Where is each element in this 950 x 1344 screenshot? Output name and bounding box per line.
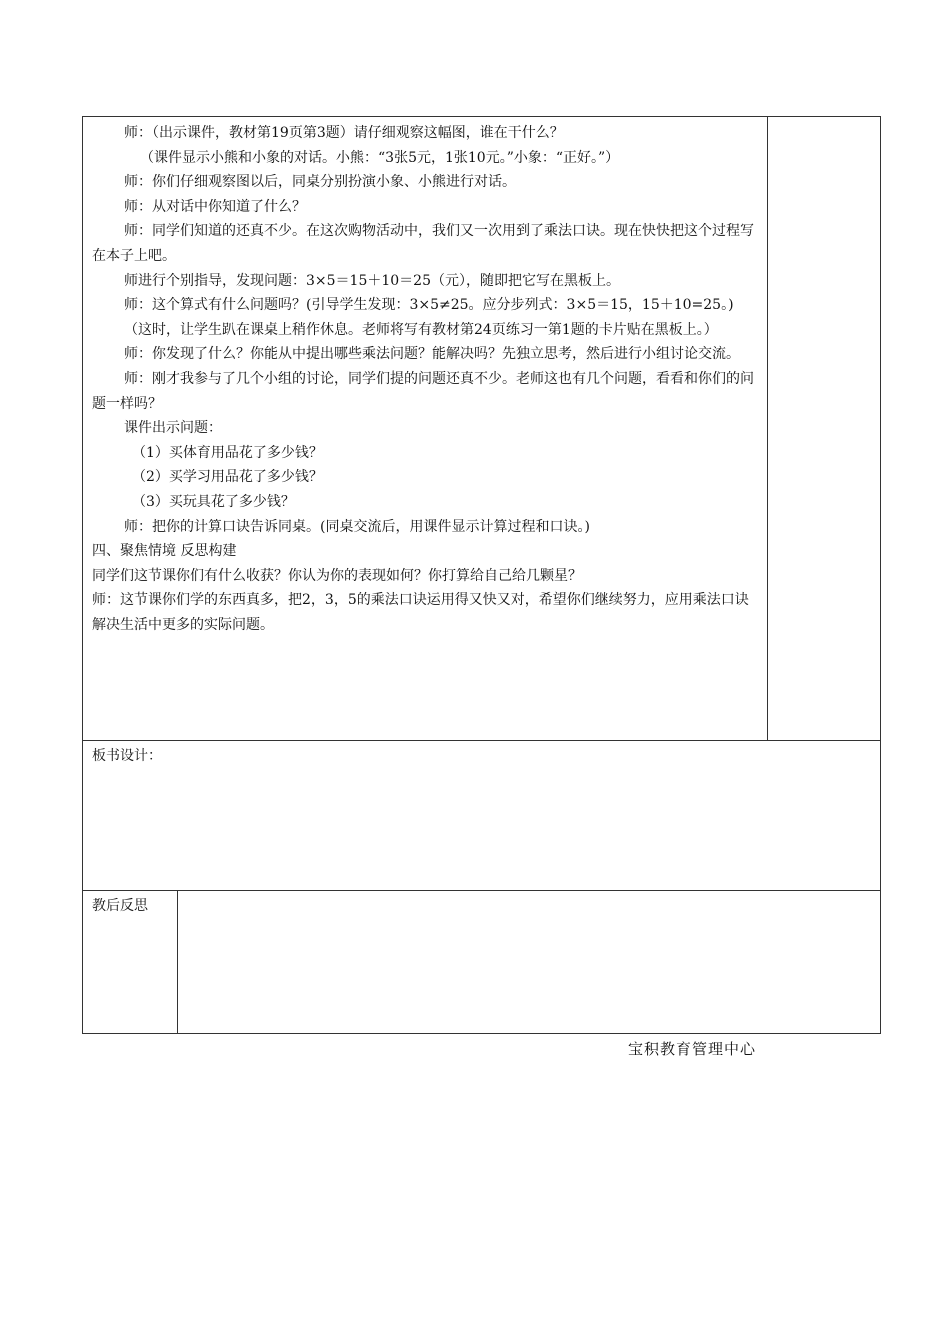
lesson-process-cell	[82, 116, 881, 741]
lesson-line: 同学们这节课你们有什么收获？你认为你的表现如何？你打算给自己给几颗星？	[92, 567, 582, 584]
footer-organization: 宝积教育管理中心	[628, 1040, 757, 1058]
lesson-line: 师：把你的计算口诀告诉同桌。(同桌交流后，用课件显示计算过程和口诀。)	[124, 518, 590, 535]
lesson-line: 师：同学们知道的还真不少。在这次购物活动中，我们又一次用到了乘法口诀。现在快快把这个过程写在本子上吧。	[92, 223, 754, 264]
lesson-line: 师：（出示课件，教材第19页第3题）请仔细观察这幅图，谁在干什么？	[124, 125, 564, 141]
board-design-cell	[82, 740, 881, 891]
lesson-content	[92, 121, 760, 637]
lesson-line: 师：这节课你们学的东西真多，把2，3，5的乘法口诀运用得又快又对，希望你们继续努力，应用乘法口诀解决生活中更多的实际问题。	[92, 592, 749, 633]
lesson-line: 师：这个算式有什么问题吗？(引导学生发现：3×5≠25。应分步列式：3×5＝15，15＋10=25。)	[124, 297, 734, 314]
lesson-line: （这时，让学生趴在课桌上稍作休息。老师将写有教材第24页练习一第1题的卡片贴在黑板上。）	[124, 321, 718, 338]
lesson-line: 师：你发现了什么？你能从中提出哪些乘法问题？能解决吗？先独立思考，然后进行小组讨论交流。	[124, 346, 740, 363]
reflection-cell	[82, 890, 881, 1034]
lesson-line: （1）买体育用品花了多少钱？	[132, 444, 323, 461]
lesson-line: 师：刚才我参与了几个小组的讨论，同学们提的问题还真不少。老师这也有几个问题，看看和你们的问题一样吗？	[92, 370, 754, 412]
lesson-line: （课件显示小熊和小象的对话。小熊：“3张5元，1张10元。”小象：“正好。”）	[140, 149, 620, 166]
lesson-line: 师：你们仔细观察图以后，同桌分别扮演小象、小熊进行对话。	[124, 174, 516, 191]
reflection-label: 教后反思	[92, 898, 148, 914]
notes-column-divider	[767, 117, 768, 740]
board-design-label: 板书设计：	[92, 748, 162, 764]
lesson-line: 师：从对话中你知道了什么？	[124, 198, 306, 215]
reflection-divider	[177, 890, 178, 1033]
lesson-line: 师进行个别指导，发现问题：3×5＝15＋10＝25（元），随即把它写在黑板上。	[124, 272, 620, 289]
lesson-line: 课件出示问题：	[124, 420, 222, 437]
lesson-line: （2）买学习用品花了多少钱？	[132, 469, 323, 486]
lesson-line: 四、聚焦情境 反思构建	[92, 543, 237, 560]
lesson-line: （3）买玩具花了多少钱？	[132, 493, 295, 510]
